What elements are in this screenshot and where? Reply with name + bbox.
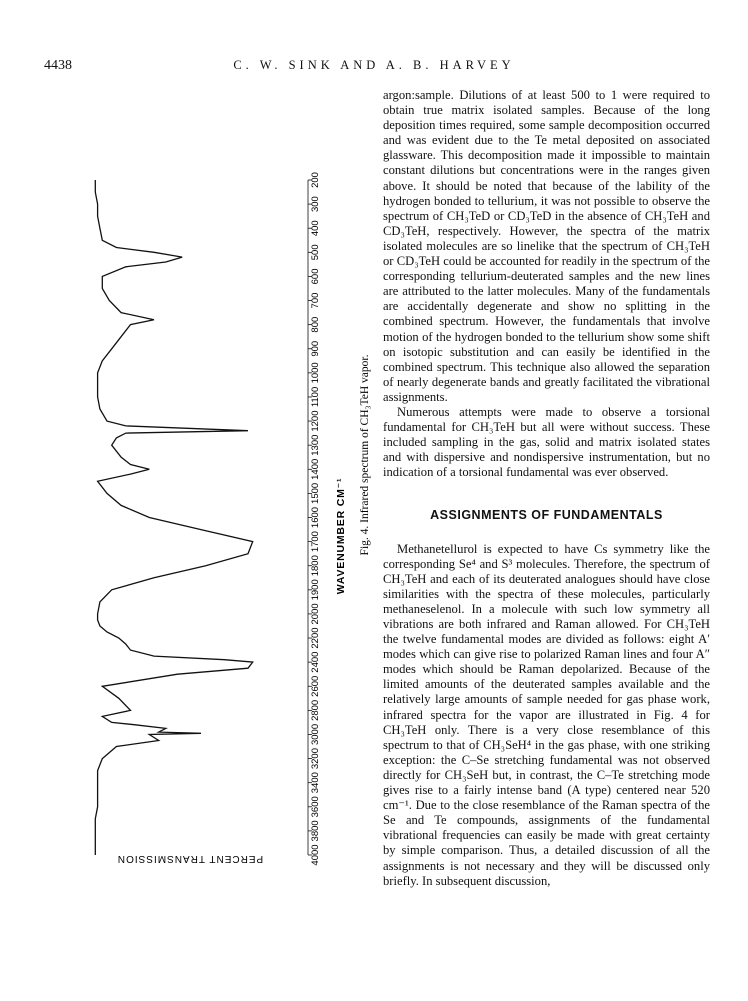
axis-tick-label: 3200 (310, 748, 321, 770)
axis-tick-label: 2200 (310, 627, 321, 649)
axis-tick-label: 900 (310, 340, 321, 357)
axis-tick-label: 3800 (310, 820, 321, 842)
axis-tick-label: 3600 (310, 796, 321, 818)
axis-tick-label: 500 (310, 244, 321, 261)
axis-tick-label: 1100 (310, 386, 321, 408)
axis-tick-label: 2000 (310, 603, 321, 625)
axis-tick-label: 1800 (310, 555, 321, 577)
axis-tick-label: 4000 (310, 844, 321, 866)
figure-caption: Fig. 4. Infrared spectrum of CH₃TeH vapor. (359, 354, 371, 556)
axis-tick-label: 1600 (310, 506, 321, 529)
page-number: 4438 (44, 58, 72, 73)
spectrum-trace (95, 180, 252, 855)
section-heading: ASSIGNMENTS OF FUNDAMENTALS (430, 508, 663, 523)
axis-tick-label: 800 (310, 316, 321, 333)
axis-tick-label: 3400 (310, 772, 321, 794)
axis-tick-label: 1200 (310, 410, 321, 432)
axis-tick-label: 400 (310, 220, 321, 237)
axis-tick-label: 3000 (310, 723, 321, 746)
axis-tick-label: 1900 (310, 579, 321, 601)
axis-tick-label: 200 (310, 172, 321, 188)
paragraph: Numerous attempts were made to observe a torsional fundamental for CH₃TeH but all were without success. These included sampling in the gas, solid and matrix isolated states and with dispersive and nondispersive instrumentation, but no indication of a torsional fundamental was ever observed. (383, 404, 710, 480)
axis-tick-label: 1300 (310, 434, 321, 456)
axis-tick-label: 1400 (310, 458, 321, 480)
axis-tick-label: 1000 (310, 362, 321, 384)
axis-tick-label: 1700 (310, 531, 321, 553)
axis-tick-label: 1500 (310, 482, 321, 504)
paragraph: argon:sample. Dilutions of at least 500 to 1 were required to obtain true matrix isolated samples. Because of the long deposition times required, some sample decomposition occurred and was evident due to the Te metal deposited on associated glassware. This decomposition made it impossible to maintain constant dilutions but concentrations were in the ranges given above. It should be noted that because of the lability of the hydrogen bonded to tellurium, it was not possible to observe the spectrum of CH₃TeD or CD₃TeD in the absence of CH₃TeH and CD₃TeH, respectively. However, the spectra of the matrix isolated molecules are so linelike that the spectrum of CH₃TeH or CD₃TeH could be accounted for readily in the spectrum of the corresponding tellurium-deuterated samples and the new lines are attributed to the latter molecules. Many of the fundamentals are accidentally degenerate and show no splitting in the combined spectrum. However, the fundamentals that involve motion of the hydrogen bonded to the tellurium show some shift on isotopic substitution and can easily be identified in the combined spectrum. This technique also allowed the separation of nearly degenerate bands and greatly facilitated the vibrational assignments. (383, 88, 710, 404)
y-axis-label: PERCENT TRANSMISSION (116, 853, 264, 864)
axis-tick-label: 2400 (310, 651, 321, 673)
axis-ticks (308, 172, 321, 866)
axis-tick-label: 300 (310, 196, 321, 213)
axis-tick-label: 700 (310, 292, 321, 309)
axis-tick-label: 2800 (310, 699, 321, 721)
paragraph: Methanetellurol is expected to have Cs symmetry like the corresponding Se⁴ and S³ molecules. Therefore, the spectrum of CH₃TeH and each of its deuterated analogues should have close similarities with the spectra of these molecules, particularly methaneselenol. In a molecule with such low symmetry all vibrations are both infrared and Raman allowed. For CH₃TeH the twelve fundamental modes are divided as follows: eight A′ modes which can give rise to polarized Raman lines and four A″ modes which should be Raman depolarized. Because of the limited amounts of the deuterated samples available and the relatively large amounts of sample needed for gas phase work, infrared spectra for the vapor are illustrated in Fig. 4 for CH₃TeH only. There is a very close resemblance of this spectrum to that of CH₃SeH⁴ in the gas phase, with one striking exception: the C–Se stretching fundamental was not observed directly for CH₃SeH but, in contrast, the C–Te stretching mode gives rise to a fairly intense band (A type) centered near 520 cm⁻¹. Due to the close resemblance of the Raman spectra of the Se and Te compounds, assignments of the fundamental vibrational frequencies can easily be made with great certainty by simple comparison. Thus, a detailed discussion of all the assignments is not necessary and they will be discussed only briefly. In subsequent discussion, (383, 541, 710, 888)
axis-tick-label: 600 (310, 268, 321, 285)
x-axis-label: WAVENUMBER CM⁻¹ (335, 477, 347, 595)
running-title-authors: C. W. SINK AND A. B. HARVEY (233, 58, 515, 72)
axis-tick-label: 2600 (310, 675, 321, 697)
text-column (383, 88, 710, 889)
